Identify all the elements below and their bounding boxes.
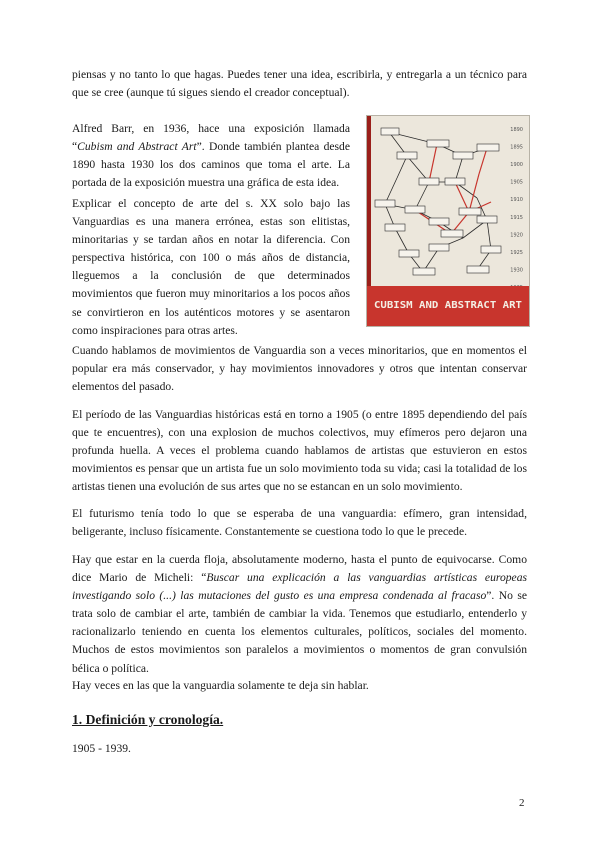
paragraph-1	[72, 66, 527, 102]
paragraph-9	[72, 740, 527, 758]
paragraph-2-rest: ”. Donde también plantea desde 1890 hasta 1930 los dos caminos que toma el arte. La portada de la exposición muestra una gráfica de esta idea.	[72, 140, 351, 190]
poster-year-label: 1910	[510, 197, 523, 204]
poster-year-label: 1920	[510, 232, 523, 239]
poster-year-label: 1900	[510, 162, 523, 169]
page-number: 2	[519, 797, 525, 809]
exhibition-title: Cubism and Abstract Art	[77, 140, 197, 154]
paragraph-2	[72, 120, 350, 192]
paragraph-3	[72, 195, 350, 340]
poster-title: CUBISM AND ABSTRACT ART	[374, 300, 523, 311]
paragraph-4-text: Cuando hablamos de movimientos de Vanguardia son a veces minoritarios, que en momentos el popular era más conservador, y hay movimientos innovadores y otros que intentan conservar elementos del pasado.	[72, 344, 527, 394]
paragraph-3-text: Explicar el concepto de arte del s. XX solo bajo las Vanguardias es una manera errónea, estas son elitistas, minoritarias y se tardan años en notar la diferencia. Con perspectiva histórica, con 100 o más años de distancia, lleguemos a la conclusión de que determinados movimientos que fueron muy minoritarios a los pocos años se convirtieron en los auténticos motores y se asentaron como inspiraciones para otras artes.	[72, 197, 350, 337]
paragraph-6	[72, 505, 527, 541]
poster-year-label: 1895	[510, 144, 523, 151]
paragraph-7-rest: ”. No se trata solo de cambiar el arte, también de cambiar la vida. Tenemos que estudiarlo, entenderlo y racionalizarlo teniendo en cuenta los elementos culturales, políticos, sociales del momento. Muchos de estos movimientos son paralelos a movimientos o momentos de gran convulsión bélica o política.	[72, 589, 528, 675]
poster-year-label: 1905	[510, 179, 523, 186]
paragraph-1-text: piensas y no tanto lo que hagas. Puedes tener una idea, escribirla, y entregarla a un técnico para que se cree (aunque tú sigues siendo el creador conceptual).	[72, 68, 527, 100]
paragraph-5-text: El período de las Vanguardias históricas está en torno a 1905 (o entre 1895 dependiendo del país que te encuentres), con una explosion de muchos colectivos, muy efímeros pero dejaron una profunda huella. A veces el problema cuando hablamos de artistas que estuvieron en estos movimientos es pensar que un artista fue un solo movimiento toda su vida; casi la totalidad de los artistas tienen una evolución de sus artes que no se estancan en un solo movimiento.	[72, 408, 527, 494]
paragraph-4	[72, 342, 527, 396]
cubism-abstract-art-poster	[366, 115, 530, 327]
paragraph-6-text: El futurismo tenía todo lo que se esperaba de una vanguardia: efímero, gran intensidad, beligerante, incluso físicamente. Constantemente se cuestiona todo lo que le precede.	[72, 507, 527, 539]
micheli-quote: Buscar una explicación a las vanguardias artísticas europeas investigando solo (...) las mutaciones del gusto es una empresa condenada al fracaso	[72, 571, 528, 603]
poster-year-label: 1890	[510, 127, 523, 133]
date-range: 1905 - 1939.	[72, 742, 131, 755]
paragraph-8	[72, 677, 527, 695]
poster-year-label: 1925	[510, 249, 523, 256]
paragraph-2-lead: Alfred Barr, en 1936, hace una exposición llamada “	[72, 122, 350, 154]
paragraph-7	[72, 551, 527, 678]
poster-year-label: 1915	[510, 214, 523, 221]
poster-year-label: 1930	[510, 267, 523, 274]
section-heading: 1. Definición y cronología.	[72, 712, 224, 727]
paragraph-7-lead: Hay que estar en la cuerda floja, absolutamente moderno, hasta el punto de equivocarse. Como dice Mario de Micheli: “	[72, 553, 527, 585]
paragraph-5	[72, 406, 527, 496]
paragraph-8-text: Hay veces en las que la vanguardia solamente te deja sin hablar.	[72, 679, 369, 692]
